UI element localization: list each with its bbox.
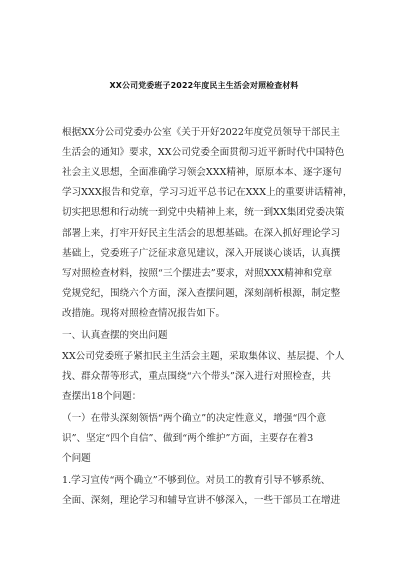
body-line-7: 基础上，党委班子广泛征求意见建议，深入开展谈心谈话，认真撰 (62, 248, 341, 259)
body-line-12: XX公司党委班子紧扣民主生活会主题，采取集体议、基层提、个人 (62, 351, 345, 362)
body-line-9: 党规党纪，围绕六个方面，深入查摆问题，深刻剖析根源，制定整 (62, 288, 341, 299)
body-line-2: 生活会的通知》要求，XX公司党委全面贯彻习近平新时代中国特色 (62, 147, 345, 158)
body-line-13: 找、群众帮等形式，重点围绕“六个带头”深入进行对照检查，共 (62, 371, 331, 382)
body-line-8: 写对照检查材料，按照“三个摆进去”要求，对照XXX精神和党章 (62, 268, 333, 279)
body-line-10: 改措施。现将对照检查情况报告如下。 (62, 308, 226, 319)
section-heading: 一、认真查摆的突出问题 (62, 330, 168, 341)
item-line-1: 1.学习宣传“两个确立”不够到位。对员工的教育引导不够系统、 (62, 475, 331, 486)
body-line-5: 切实把思想和行动统一到党中央精神上来，统一到XX集团党委决策 (62, 207, 345, 218)
body-line-1: 根据XX分公司党委办公室《关于开好2022年度党员领导干部民主 (62, 127, 340, 138)
item-line-2: 全面、深刻，理论学习和辅导宣讲不够深入，一些干部员工在增进 (62, 495, 341, 506)
body-line-3: 社会主义思想，全面准确学习领会XXX精神，原原本本、逐字逐句 (62, 167, 342, 178)
body-line-4: 学习XXX报告和党章，学习习近平总书记在XXX上的重要讲话精神， (62, 187, 353, 198)
subsection-line-3: 个问题 (62, 453, 91, 464)
subsection-line-2: 识”、坚定“四个自信”、做到“两个维护”方面，主要存在着3 (62, 433, 314, 444)
subsection-line-1: （一）在带头深刻领悟“两个确立”的决定性意义，增强“四个意 (62, 413, 327, 424)
body-line-14: 查摆出18个问题： (62, 391, 142, 402)
document-title: XX公司党委班子2022年度民主生活会对照检查材料 (109, 81, 299, 90)
body-line-6: 部署上来，打牢开好民主生活会的思想基础。在深入抓好理论学习 (62, 228, 341, 239)
